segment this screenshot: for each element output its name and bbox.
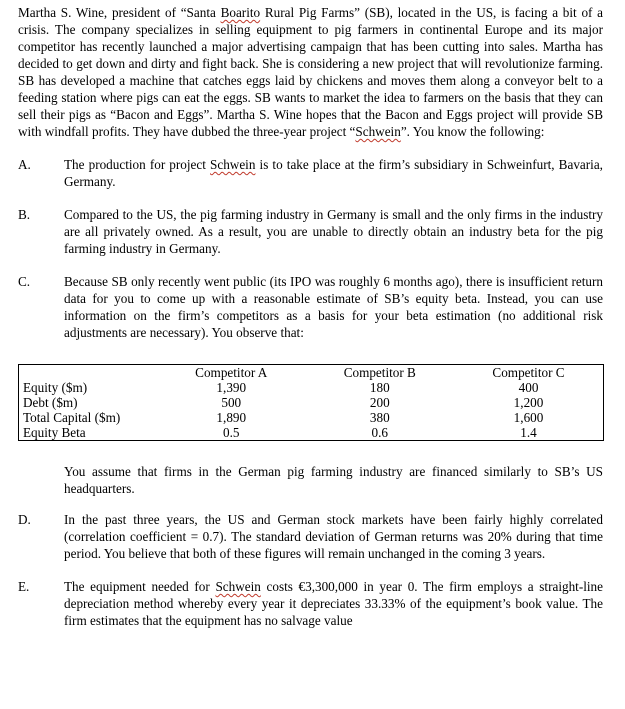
competitor-table — [18, 364, 604, 441]
list-item-d — [18, 511, 603, 562]
spellcheck-word-company: Boarito — [220, 5, 261, 20]
spellcheck-word-e: Schwein — [215, 579, 261, 594]
table-row — [19, 395, 604, 410]
intro-text-2: Rural Pig Farms” (SB), located in the US, is facing a bit of a crisis. The company specializes in selling equipment to pig farmers in continental Europe and its major competitor has recently launched a major advertising campaign that has been cutting into sales. Martha has decided to get down and dirty and fight back. She is considering a new project that will revolutionize farming. SB has developed a machine that catches eggs laid by chickens and moves them along a conveyor belt to a feeding station where pigs can eat the eggs. SB wants to market the idea to farmers on the basis that they can sell their pigs as “Bacon and Eggs”. Martha S. Wine hopes that the Bacon and Eggs project will provide SB with windfall profits. They have dubbed the three-year project “ — [18, 5, 603, 139]
table-cell: 1,390 — [216, 380, 247, 395]
list-label-c: C. — [18, 274, 31, 289]
spellcheck-word-project: Schwein — [355, 124, 401, 139]
table-cell: 1,600 — [513, 410, 544, 425]
table-cell: 1.4 — [520, 425, 537, 440]
column-header-competitor-a: Competitor A — [195, 365, 268, 380]
spellcheck-word-a: Schwein — [210, 157, 256, 172]
intro-text-3: ”. You know the following: — [400, 124, 545, 139]
list-label-b: B. — [18, 207, 31, 222]
list-text-b: Compared to the US, the pig farming industry in Germany is small and the only firms in the industry are all privately owned. As a result, you are unable to directly obtain an industry beta for the pig farming industry in Germany. — [64, 207, 603, 256]
table-cell: 380 — [369, 410, 390, 425]
list-text-a — [64, 156, 603, 190]
table-header-row — [19, 365, 604, 381]
list-text-e-post: costs €3,300,000 in year 0. The firm employs a straight-line depreciation method whereby every year it depreciates 33.33% of the equipment’s book value. The firm estimates that the equipment has no salvage value — [64, 579, 604, 628]
list-text-e-pre: The equipment needed for — [64, 579, 216, 594]
list-text-d: In the past three years, the US and German stock markets have been fairly highly correlated (correlation coefficient = 0.7). The standard deviation of German returns was 20% during that time period. You believe that both of these figures will remain unchanged in the coming 3 years. — [64, 512, 603, 561]
table-row — [19, 380, 604, 395]
intro-paragraph — [18, 4, 603, 140]
intro-text-1: Martha S. Wine, president of “Santa — [18, 5, 221, 20]
list-text-a-post: is to take place at the firm’s subsidiary in Schweinfurt, Bavaria, Germany. — [64, 157, 603, 189]
table-corner-cell — [19, 365, 158, 381]
list-label-d: D. — [18, 512, 31, 527]
list-item-a — [18, 156, 603, 190]
row-label-total-capital: Total Capital ($m) — [23, 410, 121, 425]
list-item-b — [18, 206, 603, 257]
column-header-competitor-c: Competitor C — [492, 365, 565, 380]
table-cell: 1,200 — [513, 395, 544, 410]
list-text-e — [64, 578, 603, 629]
list-label-a: A. — [18, 157, 31, 172]
table-cell: 1,890 — [216, 410, 247, 425]
table-row — [19, 410, 604, 425]
row-label-debt: Debt ($m) — [23, 395, 78, 410]
list-item-e — [18, 578, 603, 629]
table-cell: 200 — [369, 395, 390, 410]
row-label-equity-beta: Equity Beta — [23, 425, 86, 440]
table-cell: 500 — [221, 395, 242, 410]
table-cell: 0.6 — [371, 425, 389, 440]
table-cell: 180 — [369, 380, 390, 395]
financing-note: You assume that firms in the German pig farming industry are financed similarly to SB’s US headquarters. — [64, 464, 603, 496]
list-text-a-pre: The production for project — [64, 157, 211, 172]
table-cell: 400 — [518, 380, 539, 395]
table-cell: 0.5 — [223, 425, 240, 440]
row-label-equity: Equity ($m) — [23, 380, 88, 395]
table-row — [19, 425, 604, 441]
list-text-c: Because SB only recently went public (its IPO was roughly 6 months ago), there is insufficient return data for you to come up with a reasonable estimate of SB’s equity beta. Instead, you can use information on the firm’s competitors as a basis for your beta estimation (no additional risk adjustments are necessary). You observe that: — [64, 274, 603, 340]
list-item-c — [18, 273, 603, 341]
list-label-e: E. — [18, 579, 30, 594]
column-header-competitor-b: Competitor B — [343, 365, 416, 380]
